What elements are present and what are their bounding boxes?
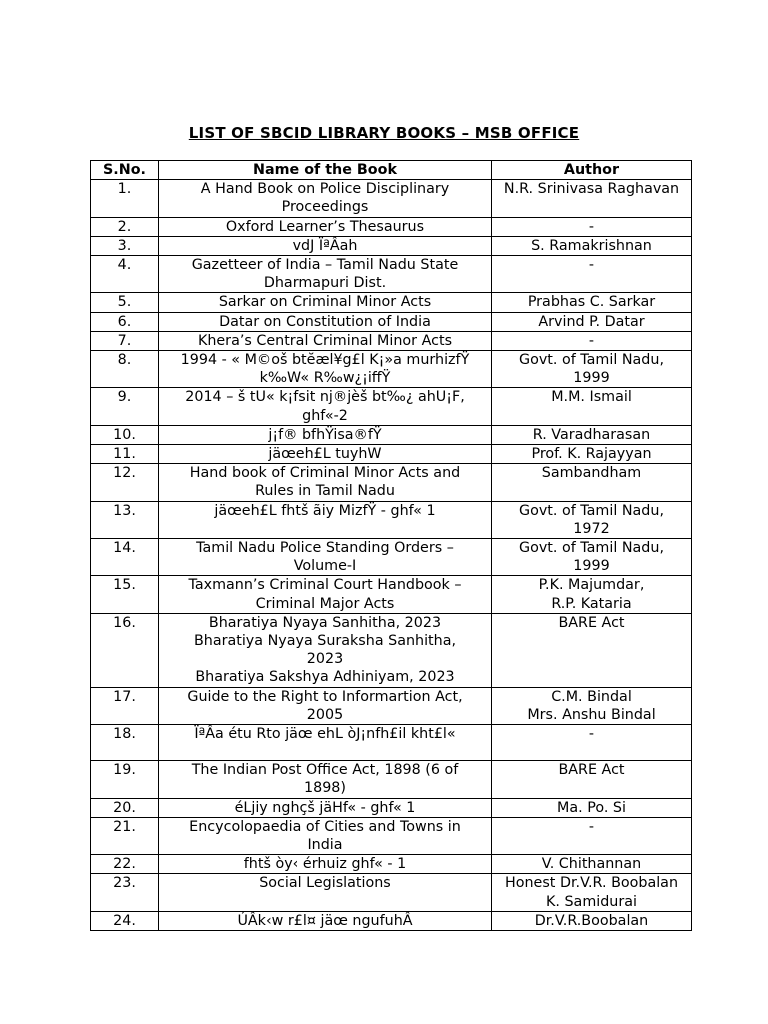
book-name-line: Social Legislations (259, 875, 391, 892)
cell-author (492, 725, 692, 761)
author-line: M.M. Ismail (551, 389, 632, 406)
author-line: - (588, 818, 595, 835)
cell-author (492, 855, 692, 874)
cell-sno: 12. (91, 464, 159, 501)
cell-sno: 22. (91, 855, 159, 874)
book-name-line: The Indian Post Office Act, 1898 (6 of (191, 762, 459, 779)
cell-sno: 18. (91, 725, 159, 761)
table-row (91, 501, 692, 538)
table-row (91, 312, 692, 331)
library-books-table (90, 160, 692, 931)
book-name-line: Dharmapuri Dist. (263, 275, 387, 292)
cell-sno: 10. (91, 425, 159, 444)
author-line: Govt. of Tamil Nadu, (519, 540, 664, 557)
table-row (91, 613, 692, 687)
cell-book-name (159, 725, 492, 761)
book-name-line: vdJ ÏªÂah (292, 237, 358, 254)
author-line: Mrs. Anshu Bindal (527, 706, 656, 723)
book-name-line: 2014 – š tU« k¡fsit nj®jèš bt‰¿ ahU¡F, (185, 389, 465, 406)
cell-author (492, 351, 692, 388)
book-name-line: A Hand Book on Police Disciplinary (200, 181, 450, 198)
table-row (91, 388, 692, 425)
cell-author (492, 576, 692, 613)
cell-book-name (159, 445, 492, 464)
cell-author (492, 312, 692, 331)
book-name-line: Hand book of Criminal Minor Acts and (189, 465, 461, 482)
book-name-line: fhtš òy‹ érhuiz ghf« - 1 (243, 856, 407, 873)
table-row (91, 180, 692, 217)
table-row (91, 236, 692, 255)
author-line: N.R. Srinivasa Raghavan (503, 181, 680, 198)
cell-book-name (159, 293, 492, 312)
cell-sno: 14. (91, 539, 159, 576)
table-row (91, 874, 692, 911)
cell-sno: 15. (91, 576, 159, 613)
header-author: Author (492, 161, 692, 180)
book-name-line: j¡f® bfhŸisa®fŸ (268, 426, 382, 443)
book-name-line: 2023 (306, 651, 344, 668)
cell-sno: 4. (91, 256, 159, 293)
cell-author (492, 687, 692, 724)
cell-book-name (159, 236, 492, 255)
author-line: R.P. Kataria (551, 595, 632, 612)
book-name-line: Encycolopaedia of Cities and Towns in (189, 818, 461, 835)
table-row (91, 539, 692, 576)
author-line: V. Chithannan (541, 856, 642, 873)
cell-sno: 11. (91, 445, 159, 464)
cell-book-name (159, 855, 492, 874)
table-body (91, 180, 692, 931)
cell-sno: 1. (91, 180, 159, 217)
cell-sno: 19. (91, 761, 159, 798)
cell-author (492, 817, 692, 854)
book-name-line: Volume-I (293, 558, 357, 575)
book-name-line: Khera’s Central Criminal Minor Acts (197, 332, 453, 349)
author-line: Prabhas C. Sarkar (527, 294, 656, 311)
book-name-line: Tamil Nadu Police Standing Orders – (196, 540, 454, 557)
book-name-line: Sarkar on Criminal Minor Acts (218, 294, 432, 311)
cell-author (492, 331, 692, 350)
cell-author (492, 464, 692, 501)
author-line: - (588, 332, 595, 349)
cell-book-name (159, 256, 492, 293)
book-name-line: Gazetteer of India – Tamil Nadu State (191, 257, 459, 274)
cell-sno: 16. (91, 613, 159, 687)
cell-sno: 5. (91, 293, 159, 312)
author-line: R. Varadharasan (532, 426, 651, 443)
author-line: Honest Dr.V.R. Boobalan (505, 875, 678, 892)
author-line: S. Ramakrishnan (531, 237, 652, 254)
cell-book-name (159, 761, 492, 798)
book-name-line: ÚÂk‹w r£l¤ jäœ ngufuhÂ (237, 912, 413, 929)
book-name-line: Bharatiya Sakshya Adhiniyam, 2023 (195, 669, 455, 686)
cell-book-name (159, 388, 492, 425)
cell-author (492, 425, 692, 444)
table-row (91, 425, 692, 444)
book-name-line: Criminal Major Acts (255, 595, 395, 612)
book-name-line: Bharatiya Nyaya Suraksha Sanhitha, (193, 633, 457, 650)
author-line: 1999 (573, 370, 610, 387)
cell-book-name (159, 539, 492, 576)
book-name-line: Bharatiya Nyaya Sanhitha, 2023 (208, 614, 442, 631)
cell-sno: 7. (91, 331, 159, 350)
table-row (91, 817, 692, 854)
cell-book-name (159, 613, 492, 687)
author-line: BARE Act (558, 614, 625, 631)
cell-author (492, 445, 692, 464)
cell-book-name (159, 687, 492, 724)
cell-author (492, 501, 692, 538)
cell-book-name (159, 798, 492, 817)
table-row (91, 464, 692, 501)
author-line: Govt. of Tamil Nadu, (519, 352, 664, 369)
table-row (91, 761, 692, 798)
table-row (91, 687, 692, 724)
author-line: Prof. K. Rajayyan (531, 446, 652, 463)
book-name-line: jäœeh£L fhtš ãiy MizfŸ - ghf« 1 (214, 502, 436, 519)
cell-sno: 9. (91, 388, 159, 425)
table-row (91, 911, 692, 930)
table-row (91, 445, 692, 464)
table-row (91, 293, 692, 312)
book-name-line: Oxford Learner’s Thesaurus (225, 218, 425, 235)
cell-book-name (159, 425, 492, 444)
cell-author (492, 539, 692, 576)
header-sno: S.No. (91, 161, 159, 180)
table-row (91, 798, 692, 817)
author-line: Sambandham (541, 465, 642, 482)
book-name-line: Rules in Tamil Nadu (255, 483, 395, 500)
author-line: 1999 (573, 558, 610, 575)
book-name-line: Guide to the Right to Informartion Act, (187, 688, 463, 705)
cell-sno: 3. (91, 236, 159, 255)
book-name-line: Proceedings (281, 199, 369, 216)
author-line: K. Samidurai (546, 893, 637, 910)
cell-author (492, 798, 692, 817)
author-line: - (588, 726, 595, 743)
table-row (91, 331, 692, 350)
cell-book-name (159, 874, 492, 911)
cell-book-name (159, 180, 492, 217)
author-line: Arvind P. Datar (538, 313, 645, 330)
cell-sno: 8. (91, 351, 159, 388)
cell-sno: 20. (91, 798, 159, 817)
author-line: BARE Act (558, 762, 625, 779)
cell-sno: 23. (91, 874, 159, 911)
cell-author (492, 874, 692, 911)
header-book-name: Name of the Book (159, 161, 492, 180)
table-row (91, 725, 692, 761)
author-line: - (588, 218, 595, 235)
cell-book-name (159, 817, 492, 854)
book-name-line: 1994 - « M©oš btĕæl¥g£l K¡»a murhizfŸ (180, 352, 470, 369)
table-row (91, 855, 692, 874)
book-name-line: ghf«-2 (302, 407, 348, 424)
cell-author (492, 911, 692, 930)
cell-sno: 17. (91, 687, 159, 724)
cell-book-name (159, 911, 492, 930)
cell-author (492, 761, 692, 798)
book-name-line: k‰W« R‰w¿¡iffŸ (259, 370, 391, 387)
cell-author (492, 388, 692, 425)
cell-author (492, 180, 692, 217)
table-row (91, 576, 692, 613)
book-name-line: éLjiy nghçš jäHf« - ghf« 1 (234, 799, 416, 816)
cell-author (492, 236, 692, 255)
cell-book-name (159, 576, 492, 613)
author-line: - (588, 257, 595, 274)
cell-book-name (159, 351, 492, 388)
book-name-line: 1898) (304, 780, 346, 797)
cell-author (492, 217, 692, 236)
cell-sno: 13. (91, 501, 159, 538)
book-name-line: India (307, 836, 343, 853)
table-row (91, 351, 692, 388)
cell-book-name (159, 331, 492, 350)
cell-sno: 24. (91, 911, 159, 930)
author-line: Govt. of Tamil Nadu, (519, 502, 664, 519)
table-header-row (91, 161, 692, 180)
book-name-line: jäœeh£L tuyhW (268, 446, 382, 463)
cell-book-name (159, 312, 492, 331)
cell-book-name (159, 217, 492, 236)
book-name-line: Taxmann’s Criminal Court Handbook – (188, 577, 462, 594)
table-row (91, 256, 692, 293)
book-name-line: 2005 (306, 706, 344, 723)
table-row (91, 217, 692, 236)
cell-author (492, 293, 692, 312)
cell-book-name (159, 501, 492, 538)
book-name-line: ÏªÂa étu Rto jäœ ehL òJ¡nfh£il kht£l« (194, 726, 456, 743)
author-line: P.K. Majumdar, (538, 577, 645, 594)
cell-author (492, 256, 692, 293)
cell-author (492, 613, 692, 687)
book-name-line: Datar on Constitution of India (219, 313, 431, 330)
author-line: Dr.V.R.Boobalan (534, 912, 649, 929)
cell-sno: 2. (91, 217, 159, 236)
cell-book-name (159, 464, 492, 501)
cell-sno: 6. (91, 312, 159, 331)
author-line: 1972 (573, 520, 610, 537)
author-line: C.M. Bindal (551, 688, 632, 705)
author-line: Ma. Po. Si (557, 799, 626, 816)
document-title: LIST OF SBCID LIBRARY BOOKS – MSB OFFICE (188, 124, 580, 142)
cell-sno: 21. (91, 817, 159, 854)
